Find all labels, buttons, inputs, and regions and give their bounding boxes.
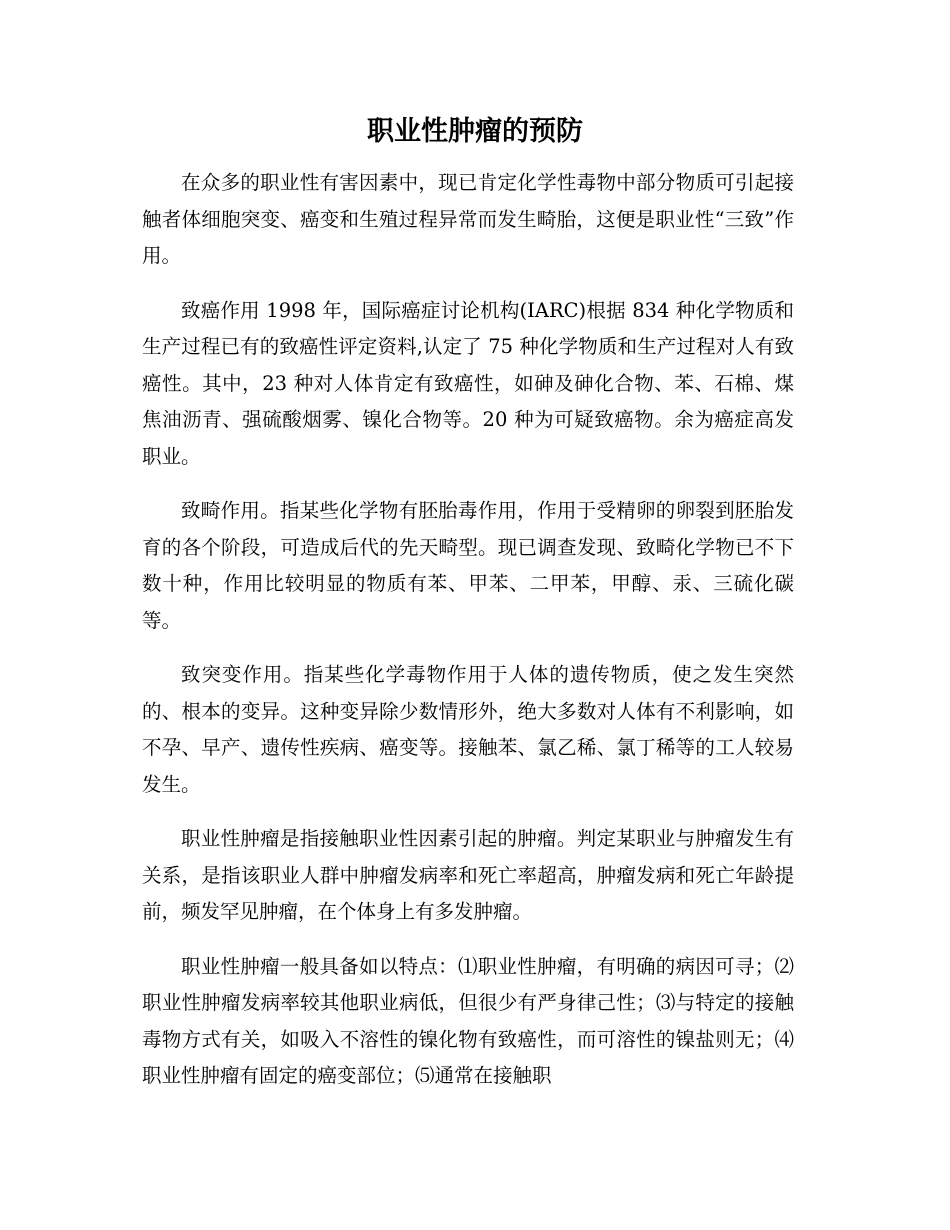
paragraph-occupational-tumor: 职业性肿瘤是指接触职业性因素引起的肿瘤。判定某职业与肿瘤发生有关系，是指该职业人群中肿瘤发病率和死亡率超高，肿瘤发病和死亡年龄提前，频发罕见肿瘤，在个体身上有多发肿瘤。 [142, 827, 794, 923]
paragraph-characteristics: 职业性肿瘤一般具备如以特点：⑴职业性肿瘤，有明确的病因可寻；⑵职业性肿瘤发病率较其他职业病低，但很少有严身律己性；⑶与特定的接触毒物方式有关，如吸入不溶性的镍化物有致癌性，而可溶性的镍盐则无；⑷职业性肿瘤有固定的癌变部位；⑸通常在接触职 [142, 954, 794, 1087]
paragraph-teratogenic: 致畸作用。指某些化学物有胚胎毒作用，作用于受精卵的卵裂到胚胎发育的各个阶段，可造成后代的先天畸型。现已调查发现、致畸化学物已不下数十种，作用比较明显的物质有苯、甲苯、二甲苯，甲醇、汞、三硫化碳等。 [142, 499, 794, 632]
document-body [142, 165, 794, 1113]
document-title: 职业性肿瘤的预防 [367, 116, 583, 147]
paragraph-carcinogenic: 致癌作用 1998 年，国际癌症讨论机构(IARC)根据 834 种化学物质和生产过程已有的致癌性评定资料,认定了 75 种化学物质和生产过程对人有致癌性。其中，23 种对人体肯定有致癌性，如砷及砷化合物、苯、石棉、煤焦油沥青、强硫酸烟雾、镍化合物等。20 种为可疑致癌物。余为癌症高发职业。 [142, 298, 794, 468]
paragraph-mutagenic: 致突变作用。指某些化学毒物作用于人体的遗传物质，使之发生突然的、根本的变异。这种变异除少数情形外，绝大多数对人体有不利影响，如不孕、早产、遗传性疾病、癌变等。接触苯、氯乙稀、氯丁稀等的工人较易发生。 [142, 663, 794, 796]
paragraph-intro: 在众多的职业性有害因素中，现已肯定化学性毒物中部分物质可引起接触者体细胞突变、癌变和生殖过程异常而发生畸胎，这便是职业性“三致”作用。 [142, 171, 794, 267]
